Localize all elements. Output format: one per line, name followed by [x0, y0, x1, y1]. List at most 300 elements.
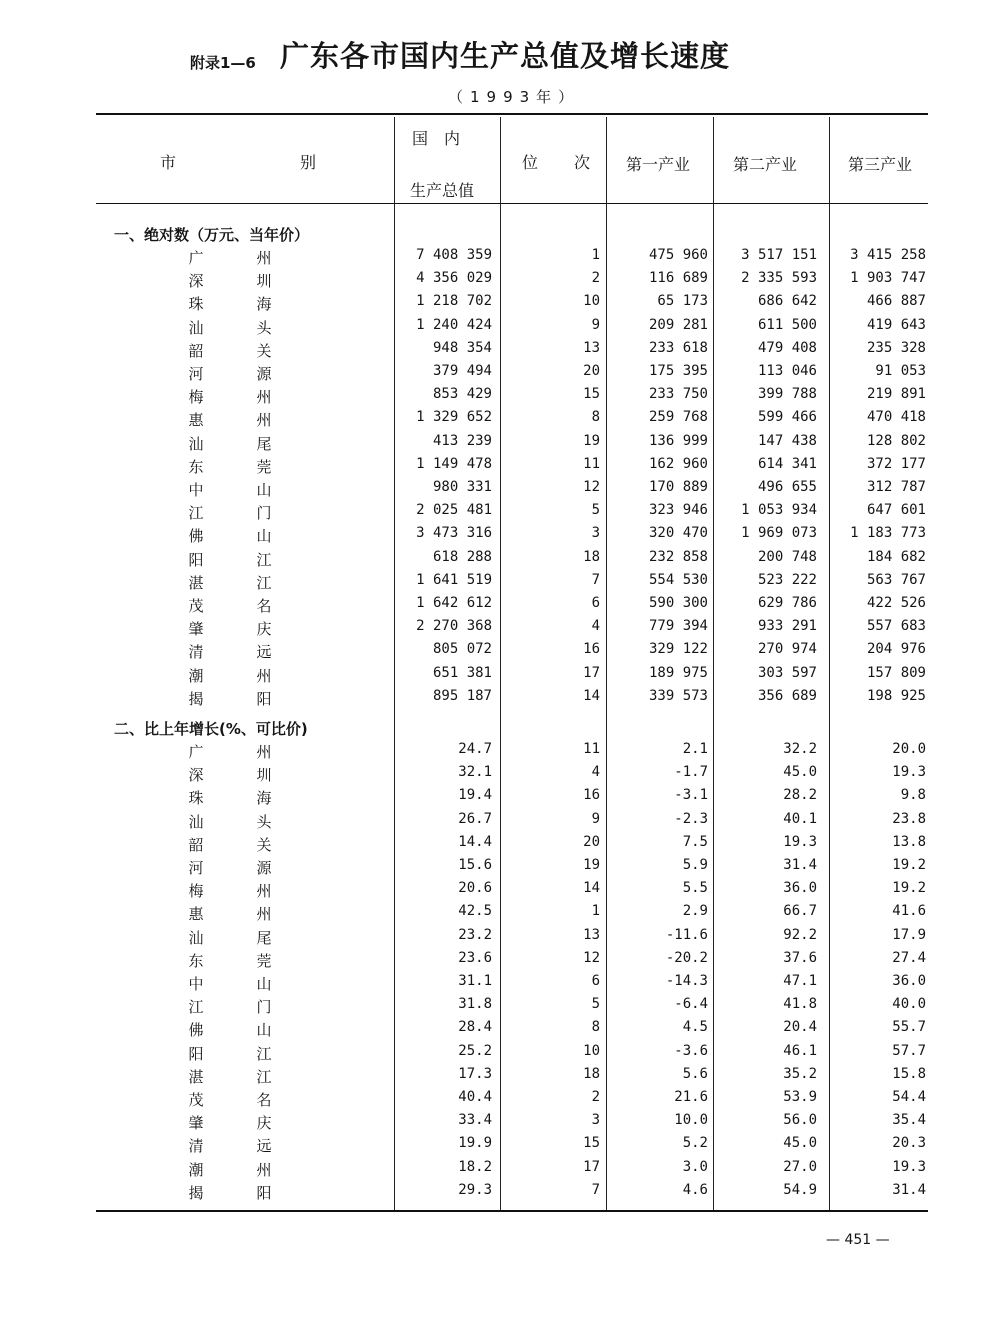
rank-value: 8	[591, 409, 600, 426]
secondary-industry-value: 399 788	[757, 386, 817, 403]
secondary-industry-value: 614 341	[757, 455, 817, 472]
header-city-left: 市	[160, 153, 177, 172]
gdp-value: 26.7	[458, 810, 492, 827]
tertiary-industry-value: 27.4	[892, 949, 926, 966]
rank-value: 10	[583, 293, 600, 310]
city-first-char: 清	[188, 643, 204, 662]
city-first-char: 汕	[188, 434, 204, 453]
gdp-value: 31.1	[458, 973, 492, 989]
city-first-char: 江	[188, 504, 204, 523]
secondary-industry-value: 47.1	[783, 973, 817, 989]
city-first-char: 汕	[188, 812, 204, 831]
city-first-char: 深	[188, 766, 204, 785]
secondary-industry-value: 523 222	[757, 571, 817, 588]
city-first-char: 佛	[188, 527, 204, 546]
primary-industry-value: 323 946	[648, 502, 708, 519]
city-first-char: 阳	[188, 550, 204, 569]
city-first-char: 中	[188, 481, 204, 499]
header-tertiary-industry: 第三产业	[848, 155, 913, 174]
table-row	[0, 1017, 1000, 1040]
primary-industry-value: 162 960	[648, 455, 708, 472]
secondary-industry-value: 20.4	[783, 1019, 817, 1036]
tertiary-industry-value: 204 976	[866, 641, 926, 658]
gdp-value: 1 218 702	[416, 293, 492, 310]
secondary-industry-value: 1 969 073	[741, 525, 817, 542]
city-first-char: 潮	[188, 1160, 204, 1179]
tertiary-industry-value: 35.4	[892, 1112, 926, 1129]
rank-value: 8	[591, 1019, 600, 1036]
tertiary-industry-value: 19.2	[892, 880, 926, 897]
secondary-industry-value: 200 748	[757, 548, 817, 565]
city-first-char: 揭	[188, 1183, 204, 1202]
primary-industry-value: 2.1	[682, 741, 708, 757]
gdp-value: 1 642 612	[416, 595, 492, 611]
city-second-char: 江	[256, 550, 272, 569]
page-number: — 451 —	[826, 1232, 890, 1248]
table-top-rule	[96, 113, 928, 115]
table-row	[0, 948, 1000, 971]
primary-industry-value: 232 858	[648, 548, 708, 565]
section-absolute-label: 一、绝对数（万元、当年价）	[114, 226, 310, 244]
tertiary-industry-value: 184 682	[866, 548, 926, 565]
rank-value: 15	[583, 1135, 600, 1152]
primary-industry-value: 7.5	[682, 833, 708, 850]
header-rank-right: 次	[574, 153, 591, 172]
tertiary-industry-value: 372 177	[866, 455, 926, 472]
gdp-value: 1 329 652	[416, 409, 492, 426]
tertiary-industry-value: 19.3	[892, 764, 926, 781]
header-gdp-line2: 生产总值	[410, 181, 475, 200]
primary-industry-value: 175 395	[648, 363, 708, 379]
secondary-industry-value: 92.2	[783, 926, 817, 943]
rank-value: 19	[583, 857, 600, 873]
city-second-char: 州	[256, 388, 272, 407]
table-row	[0, 785, 1000, 808]
table-row	[0, 570, 1000, 593]
gdp-value: 2 270 368	[416, 618, 492, 635]
city-second-char: 圳	[256, 766, 272, 785]
table-row	[0, 639, 1000, 662]
primary-industry-value: 189 975	[648, 664, 708, 681]
tertiary-industry-value: 40.0	[892, 996, 926, 1013]
primary-industry-value: 209 281	[648, 316, 708, 333]
table-row	[0, 832, 1000, 855]
city-second-char: 关	[256, 341, 272, 360]
city-second-char: 江	[256, 573, 272, 592]
table-row	[0, 1157, 1000, 1180]
tertiary-industry-value: 198 925	[866, 687, 926, 704]
city-first-char: 佛	[188, 1021, 204, 1040]
gdp-value: 42.5	[458, 903, 492, 920]
tertiary-industry-value: 19.2	[892, 857, 926, 873]
gdp-value: 17.3	[458, 1065, 492, 1082]
city-first-char: 珠	[188, 295, 204, 314]
header-secondary-industry: 第二产业	[733, 155, 798, 174]
tertiary-industry-value: 312 787	[866, 479, 926, 495]
table-row	[0, 361, 1000, 384]
secondary-industry-value: 53.9	[783, 1089, 817, 1105]
table-row	[0, 686, 1000, 709]
table-row	[0, 739, 1000, 762]
city-second-char: 州	[256, 1160, 272, 1179]
city-second-char: 山	[256, 527, 272, 546]
secondary-industry-value: 611 500	[757, 316, 817, 333]
gdp-value: 31.8	[458, 996, 492, 1013]
primary-industry-value: 329 122	[648, 641, 708, 658]
city-first-char: 茂	[188, 1091, 204, 1109]
city-second-char: 门	[256, 998, 272, 1017]
rank-value: 16	[583, 787, 600, 804]
secondary-industry-value: 2 335 593	[741, 270, 817, 287]
secondary-industry-value: 113 046	[757, 363, 817, 379]
city-second-char: 尾	[256, 928, 272, 947]
primary-industry-value: -2.3	[674, 810, 708, 827]
gdp-value: 413 239	[432, 432, 492, 449]
city-second-char: 名	[256, 1091, 272, 1109]
primary-industry-value: 233 618	[648, 339, 708, 356]
tertiary-industry-value: 9.8	[900, 787, 926, 804]
primary-industry-value: 136 999	[648, 432, 708, 449]
table-row	[0, 855, 1000, 878]
city-second-char: 源	[256, 859, 272, 877]
primary-industry-value: 233 750	[648, 386, 708, 403]
rank-value: 5	[591, 996, 600, 1013]
city-second-char: 海	[256, 789, 272, 808]
rank-value: 5	[591, 502, 600, 519]
gdp-value: 1 641 519	[416, 571, 492, 588]
city-second-char: 门	[256, 504, 272, 523]
tertiary-industry-value: 235 328	[866, 339, 926, 356]
gdp-value: 948 354	[432, 339, 492, 356]
table-row	[0, 1041, 1000, 1064]
tertiary-industry-value: 470 418	[866, 409, 926, 426]
secondary-industry-value: 31.4	[783, 857, 817, 873]
primary-industry-value: 5.9	[682, 857, 708, 873]
city-first-char: 河	[188, 859, 204, 877]
header-city-right: 别	[300, 153, 317, 172]
rank-value: 18	[583, 1065, 600, 1082]
primary-industry-value: 259 768	[648, 409, 708, 426]
city-first-char: 深	[188, 272, 204, 291]
rank-value: 9	[591, 810, 600, 827]
rank-value: 16	[583, 641, 600, 658]
secondary-industry-value: 629 786	[757, 595, 817, 611]
city-first-char: 潮	[188, 666, 204, 685]
gdp-value: 14.4	[458, 833, 492, 850]
table-row	[0, 1087, 1000, 1110]
secondary-industry-value: 41.8	[783, 996, 817, 1013]
gdp-value: 20.6	[458, 880, 492, 897]
city-second-char: 名	[256, 597, 272, 615]
city-second-char: 州	[256, 882, 272, 901]
city-first-char: 汕	[188, 928, 204, 947]
table-row	[0, 338, 1000, 361]
table-row	[0, 547, 1000, 570]
primary-industry-value: 4.5	[682, 1019, 708, 1036]
city-second-char: 尾	[256, 434, 272, 453]
table-row	[0, 663, 1000, 686]
gdp-value: 23.6	[458, 949, 492, 966]
city-first-char: 东	[188, 457, 204, 476]
primary-industry-value: 65 173	[657, 293, 708, 310]
table-row	[0, 762, 1000, 785]
city-second-char: 州	[256, 411, 272, 430]
rank-value: 20	[583, 833, 600, 850]
table-row	[0, 593, 1000, 616]
city-second-char: 头	[256, 318, 272, 337]
rank-value: 14	[583, 687, 600, 704]
city-first-char: 梅	[188, 388, 204, 407]
secondary-industry-value: 1 053 934	[741, 502, 817, 519]
secondary-industry-value: 479 408	[757, 339, 817, 356]
city-second-char: 庆	[256, 1114, 272, 1133]
table-row	[0, 407, 1000, 430]
table-bottom-rule	[96, 1210, 928, 1212]
rank-value: 12	[583, 479, 600, 495]
tertiary-industry-value: 20.3	[892, 1135, 926, 1152]
gdp-value: 2 025 481	[416, 502, 492, 519]
tertiary-industry-value: 13.8	[892, 833, 926, 850]
table-row	[0, 971, 1000, 994]
secondary-industry-value: 45.0	[783, 1135, 817, 1152]
primary-industry-value: 5.2	[682, 1135, 708, 1152]
gdp-value: 895 187	[432, 687, 492, 704]
city-first-char: 广	[188, 743, 204, 761]
appendix-label: 附录1—6	[190, 54, 256, 72]
primary-industry-value: 3.0	[682, 1158, 708, 1175]
secondary-industry-value: 35.2	[783, 1065, 817, 1082]
secondary-industry-value: 46.1	[783, 1042, 817, 1059]
rank-value: 1	[591, 247, 600, 263]
secondary-industry-value: 36.0	[783, 880, 817, 897]
primary-industry-value: 475 960	[648, 247, 708, 263]
header-gdp-line1: 国 内	[412, 129, 461, 148]
section-growth-label: 二、比上年增长(%、可比价)	[114, 720, 308, 738]
gdp-value: 29.3	[458, 1181, 492, 1198]
city-first-char: 湛	[188, 1067, 204, 1086]
tertiary-industry-value: 647 601	[866, 502, 926, 519]
gdp-value: 18.2	[458, 1158, 492, 1175]
city-first-char: 肇	[188, 620, 204, 639]
city-first-char: 韶	[188, 835, 204, 854]
rank-value: 14	[583, 880, 600, 897]
primary-industry-value: -14.3	[665, 973, 708, 989]
gdp-value: 379 494	[432, 363, 492, 379]
secondary-industry-value: 3 517 151	[741, 247, 817, 263]
tertiary-industry-value: 15.8	[892, 1065, 926, 1082]
city-second-char: 州	[256, 743, 272, 761]
primary-industry-value: 590 300	[648, 595, 708, 611]
table-row	[0, 384, 1000, 407]
primary-industry-value: 2.9	[682, 903, 708, 920]
primary-industry-value: -3.6	[674, 1042, 708, 1059]
city-first-char: 清	[188, 1137, 204, 1156]
gdp-value: 7 408 359	[416, 247, 492, 263]
city-first-char: 河	[188, 365, 204, 383]
table-row	[0, 1110, 1000, 1133]
tertiary-industry-value: 36.0	[892, 973, 926, 989]
secondary-industry-value: 356 689	[757, 687, 817, 704]
city-first-char: 惠	[188, 411, 204, 430]
city-second-char: 源	[256, 365, 272, 383]
city-first-char: 阳	[188, 1044, 204, 1063]
city-second-char: 江	[256, 1067, 272, 1086]
table-row	[0, 477, 1000, 500]
secondary-industry-value: 37.6	[783, 949, 817, 966]
city-second-char: 圳	[256, 272, 272, 291]
rank-value: 2	[591, 1089, 600, 1105]
gdp-value: 980 331	[432, 479, 492, 495]
primary-industry-value: 170 889	[648, 479, 708, 495]
city-first-char: 肇	[188, 1114, 204, 1133]
rank-value: 17	[583, 664, 600, 681]
primary-industry-value: 10.0	[674, 1112, 708, 1129]
gdp-value: 28.4	[458, 1019, 492, 1036]
primary-industry-value: -3.1	[674, 787, 708, 804]
gdp-value: 19.9	[458, 1135, 492, 1152]
tertiary-industry-value: 3 415 258	[850, 247, 926, 263]
gdp-value: 25.2	[458, 1042, 492, 1059]
city-second-char: 庆	[256, 620, 272, 639]
primary-industry-value: 339 573	[648, 687, 708, 704]
primary-industry-value: 554 530	[648, 571, 708, 588]
secondary-industry-value: 686 642	[757, 293, 817, 310]
secondary-industry-value: 496 655	[757, 479, 817, 495]
city-second-char: 山	[256, 1021, 272, 1040]
city-second-char: 莞	[256, 951, 272, 970]
year-subtitle: （1993年）	[448, 88, 581, 106]
secondary-industry-value: 45.0	[783, 764, 817, 781]
header-primary-industry: 第一产业	[626, 155, 691, 174]
tertiary-industry-value: 157 809	[866, 664, 926, 681]
table-row	[0, 291, 1000, 314]
city-first-char: 广	[188, 249, 204, 267]
primary-industry-value: 116 689	[648, 270, 708, 287]
rank-value: 20	[583, 363, 600, 379]
city-second-char: 山	[256, 481, 272, 499]
gdp-value: 805 072	[432, 641, 492, 658]
city-first-char: 湛	[188, 573, 204, 592]
table-row	[0, 616, 1000, 639]
secondary-industry-value: 19.3	[783, 833, 817, 850]
rank-value: 15	[583, 386, 600, 403]
primary-industry-value: 779 394	[648, 618, 708, 635]
city-first-char: 珠	[188, 789, 204, 808]
tertiary-industry-value: 31.4	[892, 1181, 926, 1198]
table-row	[0, 809, 1000, 832]
table-row	[0, 268, 1000, 291]
secondary-industry-value: 27.0	[783, 1158, 817, 1175]
page-title: 广东各市国内生产总值及增长速度	[280, 39, 731, 73]
rank-value: 18	[583, 548, 600, 565]
table-row	[0, 1133, 1000, 1156]
tertiary-industry-value: 23.8	[892, 810, 926, 827]
tertiary-industry-value: 57.7	[892, 1042, 926, 1059]
city-second-char: 远	[256, 643, 272, 662]
rank-value: 10	[583, 1042, 600, 1059]
rank-value: 7	[591, 1181, 600, 1198]
rank-value: 13	[583, 926, 600, 943]
gdp-value: 1 149 478	[416, 455, 492, 472]
rank-value: 4	[591, 764, 600, 781]
gdp-value: 1 240 424	[416, 316, 492, 333]
table-row	[0, 523, 1000, 546]
gdp-value: 19.4	[458, 787, 492, 804]
gdp-value: 3 473 316	[416, 525, 492, 542]
table-row	[0, 925, 1000, 948]
secondary-industry-value: 933 291	[757, 618, 817, 635]
city-first-char: 茂	[188, 597, 204, 615]
rank-value: 4	[591, 618, 600, 635]
gdp-value: 4 356 029	[416, 270, 492, 287]
secondary-industry-value: 147 438	[757, 432, 817, 449]
gdp-value: 23.2	[458, 926, 492, 943]
rank-value: 17	[583, 1158, 600, 1175]
tertiary-industry-value: 557 683	[866, 618, 926, 635]
tertiary-industry-value: 19.3	[892, 1158, 926, 1175]
rank-value: 2	[591, 270, 600, 287]
primary-industry-value: -1.7	[674, 764, 708, 781]
tertiary-industry-value: 1 183 773	[850, 525, 926, 542]
gdp-value: 853 429	[432, 386, 492, 403]
city-first-char: 惠	[188, 905, 204, 924]
tertiary-industry-value: 54.4	[892, 1089, 926, 1105]
secondary-industry-value: 303 597	[757, 664, 817, 681]
tertiary-industry-value: 128 802	[866, 432, 926, 449]
city-first-char: 韶	[188, 341, 204, 360]
primary-industry-value: 4.6	[682, 1181, 708, 1198]
gdp-value: 40.4	[458, 1089, 492, 1105]
tertiary-industry-value: 20.0	[892, 741, 926, 757]
gdp-value: 33.4	[458, 1112, 492, 1129]
tertiary-industry-value: 55.7	[892, 1019, 926, 1036]
header-bottom-rule	[96, 203, 928, 204]
secondary-industry-value: 32.2	[783, 741, 817, 757]
secondary-industry-value: 56.0	[783, 1112, 817, 1129]
city-second-char: 远	[256, 1137, 272, 1156]
table-row	[0, 454, 1000, 477]
tertiary-industry-value: 422 526	[866, 595, 926, 611]
city-second-char: 阳	[256, 1183, 272, 1202]
city-second-char: 州	[256, 905, 272, 924]
rank-value: 11	[583, 741, 600, 757]
city-second-char: 海	[256, 295, 272, 314]
table-row	[0, 431, 1000, 454]
secondary-industry-value: 66.7	[783, 903, 817, 920]
tertiary-industry-value: 563 767	[866, 571, 926, 588]
city-second-char: 莞	[256, 457, 272, 476]
table-row	[0, 1180, 1000, 1203]
city-first-char: 江	[188, 998, 204, 1017]
secondary-industry-value: 270 974	[757, 641, 817, 658]
primary-industry-value: 21.6	[674, 1089, 708, 1105]
gdp-value: 15.6	[458, 857, 492, 873]
gdp-value: 32.1	[458, 764, 492, 781]
secondary-industry-value: 40.1	[783, 810, 817, 827]
primary-industry-value: -11.6	[665, 926, 708, 943]
tertiary-industry-value: 1 903 747	[850, 270, 926, 287]
secondary-industry-value: 28.2	[783, 787, 817, 804]
header-rank-left: 位	[522, 153, 539, 172]
city-second-char: 头	[256, 812, 272, 831]
tertiary-industry-value: 219 891	[866, 386, 926, 403]
rank-value: 13	[583, 339, 600, 356]
primary-industry-value: 320 470	[648, 525, 708, 542]
city-first-char: 梅	[188, 882, 204, 901]
tertiary-industry-value: 91 053	[875, 363, 926, 379]
city-second-char: 山	[256, 975, 272, 993]
secondary-industry-value: 54.9	[783, 1181, 817, 1198]
